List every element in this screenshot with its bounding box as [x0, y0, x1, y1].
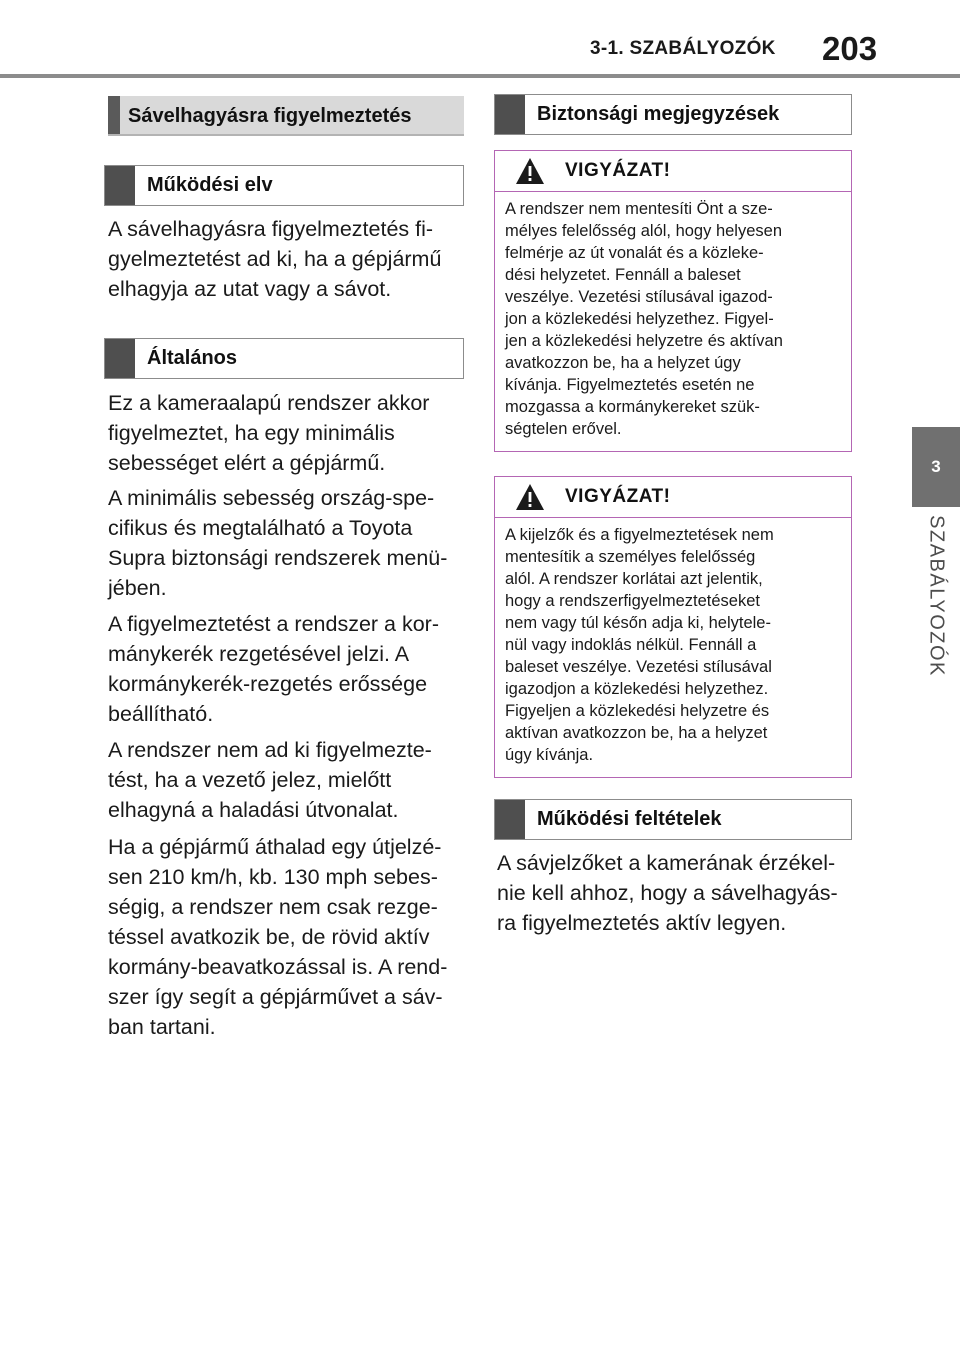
text-line: ségig, a rendszer nem csak rezge- — [108, 895, 438, 919]
text-line: veszélye. Vezetési stílusával igazod- — [505, 288, 773, 306]
section-title-lane-departure: Sávelhagyásra figyelmeztetés — [108, 96, 464, 136]
paragraph — [497, 848, 838, 938]
text-line: cifikus és megtalálható a Toyota — [108, 516, 413, 540]
subheading-general — [104, 338, 464, 379]
text-line: elhagyná a haladási útvonalat. — [108, 798, 399, 822]
section-title-safety-notes — [494, 94, 852, 135]
text-line: nül vagy indoklás nélkül. Fennáll a — [505, 636, 757, 654]
subheading-label: Általános — [147, 347, 238, 369]
chapter-tab: 3 — [912, 427, 960, 507]
text-line: A figyelmeztetést a rendszer a kor- — [108, 612, 440, 636]
warning-header — [495, 477, 851, 518]
text-line: A rendszer nem mentesíti Önt a sze- — [505, 200, 773, 218]
paragraph — [108, 735, 432, 825]
text-line: avatkozzon be, ha a helyzet úgy — [505, 354, 741, 372]
text-line: Ha a gépjármű áthalad egy útjelzé- — [108, 835, 442, 859]
warning-box — [494, 150, 852, 452]
warning-title: VIGYÁZAT! — [565, 160, 671, 181]
text-line: Supra biztonsági rendszerek menü- — [108, 546, 448, 570]
warning-box — [494, 476, 852, 778]
text-line: jon a közlekedési helyzethez. Figyel- — [505, 310, 774, 328]
paragraph — [108, 483, 447, 603]
text-line: igazodjon a közlekedési helyzethez. — [505, 680, 769, 698]
text-line: kormány-beavatkozással is. A rend- — [108, 955, 448, 979]
text-line: ban tartani. — [108, 1015, 216, 1039]
text-line: ra figyelmeztetés aktív legyen. — [497, 911, 787, 935]
text-line: mánykerék rezgetésével jelzi. A — [108, 642, 410, 666]
text-line: Figyeljen a közlekedési helyzetre és — [505, 702, 770, 720]
text-line: téssel avatkozik be, de rövid aktív — [108, 925, 430, 949]
warning-text — [495, 192, 851, 440]
running-header-section: 3-1. SZABÁLYOZÓK — [590, 38, 776, 59]
page-number: 203 — [822, 30, 878, 67]
paragraph — [108, 832, 447, 1042]
chapter-side-label: SZABÁLYOZÓK — [925, 515, 948, 677]
warning-title: VIGYÁZAT! — [565, 486, 671, 507]
text-line: jében. — [108, 576, 167, 600]
text-line: A sávjelzőket a kamerának érzékel- — [497, 851, 836, 875]
text-line: elhagyja az utat vagy a sávot. — [108, 277, 392, 301]
text-line: aktívan avatkozzon be, ha a helyzet — [505, 724, 768, 742]
subheading-operating-principle — [104, 165, 464, 206]
text-line: jen a közlekedési helyzetre és aktívan — [505, 332, 783, 350]
text-line: Ez a kameraalapú rendszer akkor — [108, 391, 430, 415]
text-line: hogy a rendszerfigyelmeztetéseket — [505, 592, 760, 610]
text-line: nie kell ahhoz, hogy a sávelhagyás- — [497, 881, 838, 905]
warning-header — [495, 151, 851, 192]
text-line: felmérje az út vonalát és a közleke- — [505, 244, 764, 262]
warning-text — [495, 518, 851, 766]
warning-triangle-icon — [515, 483, 545, 511]
paragraph — [108, 609, 439, 729]
text-line: sebességet elért a gépjármű. — [108, 451, 386, 475]
subheading-label: Működési feltételek — [537, 808, 722, 830]
subheading-label: Működési elv — [147, 174, 273, 196]
paragraph — [108, 388, 429, 478]
text-line: sen 210 km/h, kb. 130 mph sebes- — [108, 865, 438, 889]
text-line: beállítható. — [108, 702, 214, 726]
text-line: figyelmeztet, ha egy minimális — [108, 421, 395, 445]
paragraph — [108, 214, 441, 304]
text-line: úgy kívánja. — [505, 746, 594, 764]
warning-triangle-icon — [515, 157, 545, 185]
header-divider — [0, 74, 960, 78]
text-line: mentesítik a személyes felelősség — [505, 548, 756, 566]
text-line: mélyes felelősség alól, hogy helyesen — [505, 222, 782, 240]
text-line: kormánykerék-rezgetés erőssége — [108, 672, 428, 696]
text-line: alól. A rendszer korlátai azt jelentik, — [505, 570, 763, 588]
text-line: A sávelhagyásra figyelmeztetés fi- — [108, 217, 434, 241]
text-line: gyelmeztetést ad ki, ha a gépjármű — [108, 247, 442, 271]
text-line: A kijelzők és a figyelmeztetések nem — [505, 526, 774, 544]
text-line: A minimális sebesség ország-spe- — [108, 486, 435, 510]
text-line: ségtelen erővel. — [505, 420, 622, 438]
text-line: A rendszer nem ad ki figyelmezte- — [108, 738, 432, 762]
text-line: tést, ha a vezető jelez, mielőtt — [108, 768, 392, 792]
text-line: kívánja. Figyelmeztetés esetén ne — [505, 376, 755, 394]
subheading-operating-conditions — [494, 799, 852, 840]
text-line: dési helyzetet. Fennáll a baleset — [505, 266, 741, 284]
text-line: baleset veszélye. Vezetési stílusával — [505, 658, 772, 676]
text-line: szer így segít a gépjárművet a sáv- — [108, 985, 443, 1009]
text-line: mozgassa a kormánykereket szük- — [505, 398, 760, 416]
subheading-label: Biztonsági megjegyzések — [537, 103, 780, 125]
text-line: nem vagy túl későn adja ki, helytele- — [505, 614, 771, 632]
